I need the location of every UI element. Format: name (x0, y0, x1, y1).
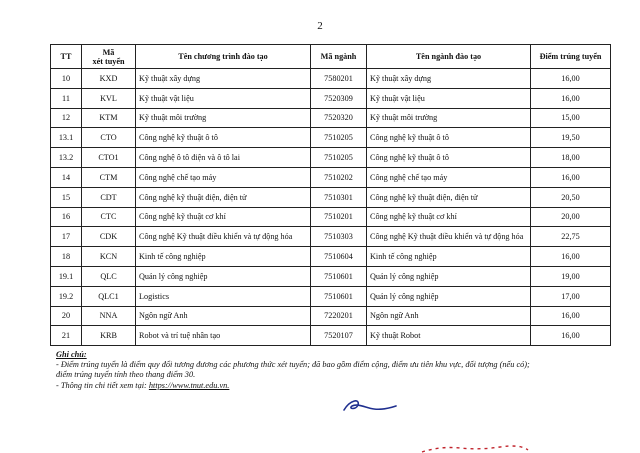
table-row (51, 167, 611, 187)
cell-diem: 19,50 (531, 128, 611, 148)
cell-ma-xet-tuyen: NNA (82, 306, 136, 326)
cell-ma-nganh: 7520320 (311, 108, 367, 128)
cell-ma-xet-tuyen: QLC1 (82, 286, 136, 306)
cell-ma-nganh: 7510201 (311, 207, 367, 227)
table-row (51, 187, 611, 207)
notes-section (56, 350, 616, 391)
header-ten-nganh: Tên ngành đào tạo (367, 45, 531, 69)
cell-ten-nganh: Công nghệ kỹ thuật ô tô (367, 148, 531, 168)
table-row (51, 247, 611, 267)
table-row (51, 266, 611, 286)
cell-ma-nganh: 7220201 (311, 306, 367, 326)
cell-ma-nganh: 7510601 (311, 266, 367, 286)
note-line-3-prefix: - Thông tin chi tiết xem tại: (56, 380, 149, 390)
cell-ten-chuong-trinh: Công nghệ kỹ thuật ô tô (136, 128, 311, 148)
table-header-row (51, 45, 611, 69)
cell-ma-nganh: 7510301 (311, 187, 367, 207)
cell-ma-nganh: 7510601 (311, 286, 367, 306)
cell-ma-xet-tuyen: KCN (82, 247, 136, 267)
cell-ten-nganh: Công nghệ kỹ thuật điện, điện tử (367, 187, 531, 207)
cell-diem: 16,00 (531, 306, 611, 326)
cell-ma-xet-tuyen: CTO1 (82, 148, 136, 168)
red-stamp-edge (420, 444, 530, 453)
cell-diem: 20,00 (531, 207, 611, 227)
website-link[interactable]: https://www.tnut.edu.vn. (148, 380, 230, 390)
table-row (51, 207, 611, 227)
cell-ma-xet-tuyen: KXD (82, 69, 136, 89)
cell-ma-nganh: 7510202 (311, 167, 367, 187)
cell-diem: 16,00 (531, 69, 611, 89)
cell-ma-xet-tuyen: QLC (82, 266, 136, 286)
cell-ten-nganh: Công nghệ chế tạo máy (367, 167, 531, 187)
cell-ma-xet-tuyen: CDK (82, 227, 136, 247)
cell-ten-chuong-trinh: Công nghệ chế tạo máy (136, 167, 311, 187)
cell-ten-nganh: Công nghệ kỹ thuật cơ khí (367, 207, 531, 227)
header-ma-line2: xét tuyển (92, 56, 125, 66)
table-row (51, 326, 611, 346)
cell-ten-nganh: Kỹ thuật Robot (367, 326, 531, 346)
table-row (51, 128, 611, 148)
cell-ten-nganh: Kỹ thuật vật liệu (367, 88, 531, 108)
cell-tt: 10 (51, 69, 82, 89)
cell-ten-nganh: Kỹ thuật môi trường (367, 108, 531, 128)
cell-diem: 19,00 (531, 266, 611, 286)
cell-ma-nganh: 7510604 (311, 247, 367, 267)
cell-ma-xet-tuyen: KTM (82, 108, 136, 128)
cell-ma-nganh: 7510303 (311, 227, 367, 247)
cell-ten-chuong-trinh: Ngôn ngữ Anh (136, 306, 311, 326)
cell-tt: 16 (51, 207, 82, 227)
cell-ten-chuong-trinh: Công nghệ kỹ thuật cơ khí (136, 207, 311, 227)
cell-ten-chuong-trinh: Kỹ thuật xây dựng (136, 69, 311, 89)
table-row (51, 69, 611, 89)
cell-ma-xet-tuyen: CTM (82, 167, 136, 187)
cell-ten-chuong-trinh: Kỹ thuật môi trường (136, 108, 311, 128)
cell-diem: 15,00 (531, 108, 611, 128)
cell-ten-nganh: Công nghệ Kỹ thuật điều khiển và tự động hóa (367, 227, 531, 247)
note-line-2: điểm trúng tuyển tính theo thang điểm 30. (56, 370, 196, 380)
header-diem: Điểm trúng tuyển (531, 45, 611, 69)
cell-tt: 11 (51, 88, 82, 108)
cell-ten-nganh: Công nghệ kỹ thuật ô tô (367, 128, 531, 148)
table-row (51, 306, 611, 326)
cell-ten-nganh: Quản lý công nghiệp (367, 266, 531, 286)
cell-ma-xet-tuyen: CTO (82, 128, 136, 148)
table-row (51, 148, 611, 168)
cell-ten-chuong-trinh: Kỹ thuật vật liệu (136, 88, 311, 108)
cell-diem: 16,00 (531, 326, 611, 346)
cell-ma-nganh: 7510205 (311, 128, 367, 148)
cell-ma-xet-tuyen: CTC (82, 207, 136, 227)
cell-tt: 13.1 (51, 128, 82, 148)
cell-diem: 16,00 (531, 167, 611, 187)
notes-title: Ghi chú: (56, 350, 87, 359)
cell-ten-nganh: Quản lý công nghiệp (367, 286, 531, 306)
cell-ten-nganh: Ngôn ngữ Anh (367, 306, 531, 326)
cell-ma-xet-tuyen: CDT (82, 187, 136, 207)
cell-ten-chuong-trinh: Robot và trí tuệ nhân tạo (136, 326, 311, 346)
cell-tt: 19.1 (51, 266, 82, 286)
cell-tt: 13.2 (51, 148, 82, 168)
note-line-1: - Điểm trúng tuyển là điểm quy đổi tương đương các phương thức xét tuyển; đã bao gồm điểm cộng, điểm ưu tiên khu vực, đối tượng (nếu có); (56, 360, 530, 370)
cell-ten-chuong-trinh: Công nghệ Kỹ thuật điều khiển và tự động hóa (136, 227, 311, 247)
cell-ma-xet-tuyen: KVL (82, 88, 136, 108)
cell-diem: 22,75 (531, 227, 611, 247)
cell-tt: 12 (51, 108, 82, 128)
cell-diem: 18,00 (531, 148, 611, 168)
header-ma-line1: Mã (102, 47, 115, 57)
cell-tt: 17 (51, 227, 82, 247)
cell-ten-nganh: Kinh tế công nghiệp (367, 247, 531, 267)
table-row (51, 108, 611, 128)
page-number: 2 (317, 20, 323, 32)
cell-tt: 15 (51, 187, 82, 207)
cell-ten-chuong-trinh: Công nghệ ô tô điện và ô tô lai (136, 148, 311, 168)
cell-tt: 20 (51, 306, 82, 326)
note-line-3 (56, 381, 616, 391)
cell-tt: 19.2 (51, 286, 82, 306)
cell-diem: 17,00 (531, 286, 611, 306)
table-row (51, 286, 611, 306)
header-ma-xet-tuyen (82, 45, 136, 69)
cell-ten-chuong-trinh: Quản lý công nghiệp (136, 266, 311, 286)
cell-tt: 14 (51, 167, 82, 187)
cell-ma-nganh: 7580201 (311, 69, 367, 89)
cell-diem: 16,00 (531, 247, 611, 267)
cell-diem: 16,00 (531, 88, 611, 108)
cell-tt: 18 (51, 247, 82, 267)
cell-tt: 21 (51, 326, 82, 346)
cell-ten-chuong-trinh: Logistics (136, 286, 311, 306)
cell-ma-nganh: 7510205 (311, 148, 367, 168)
table-body (51, 69, 611, 346)
cell-ten-nganh: Kỹ thuật xây dựng (367, 69, 531, 89)
cell-ten-chuong-trinh: Kinh tế công nghiệp (136, 247, 311, 267)
header-ten-chuong-trinh: Tên chương trình đào tạo (136, 45, 311, 69)
cell-ma-xet-tuyen: KRB (82, 326, 136, 346)
table-row (51, 227, 611, 247)
signature-mark (340, 396, 400, 416)
cell-diem: 20,50 (531, 187, 611, 207)
header-tt: TT (51, 45, 82, 69)
cell-ten-chuong-trinh: Công nghệ kỹ thuật điện, điện tử (136, 187, 311, 207)
header-ma-nganh: Mã ngành (311, 45, 367, 69)
admission-scores-table (50, 44, 611, 346)
cell-ma-nganh: 7520309 (311, 88, 367, 108)
cell-ma-nganh: 7520107 (311, 326, 367, 346)
table-row (51, 88, 611, 108)
